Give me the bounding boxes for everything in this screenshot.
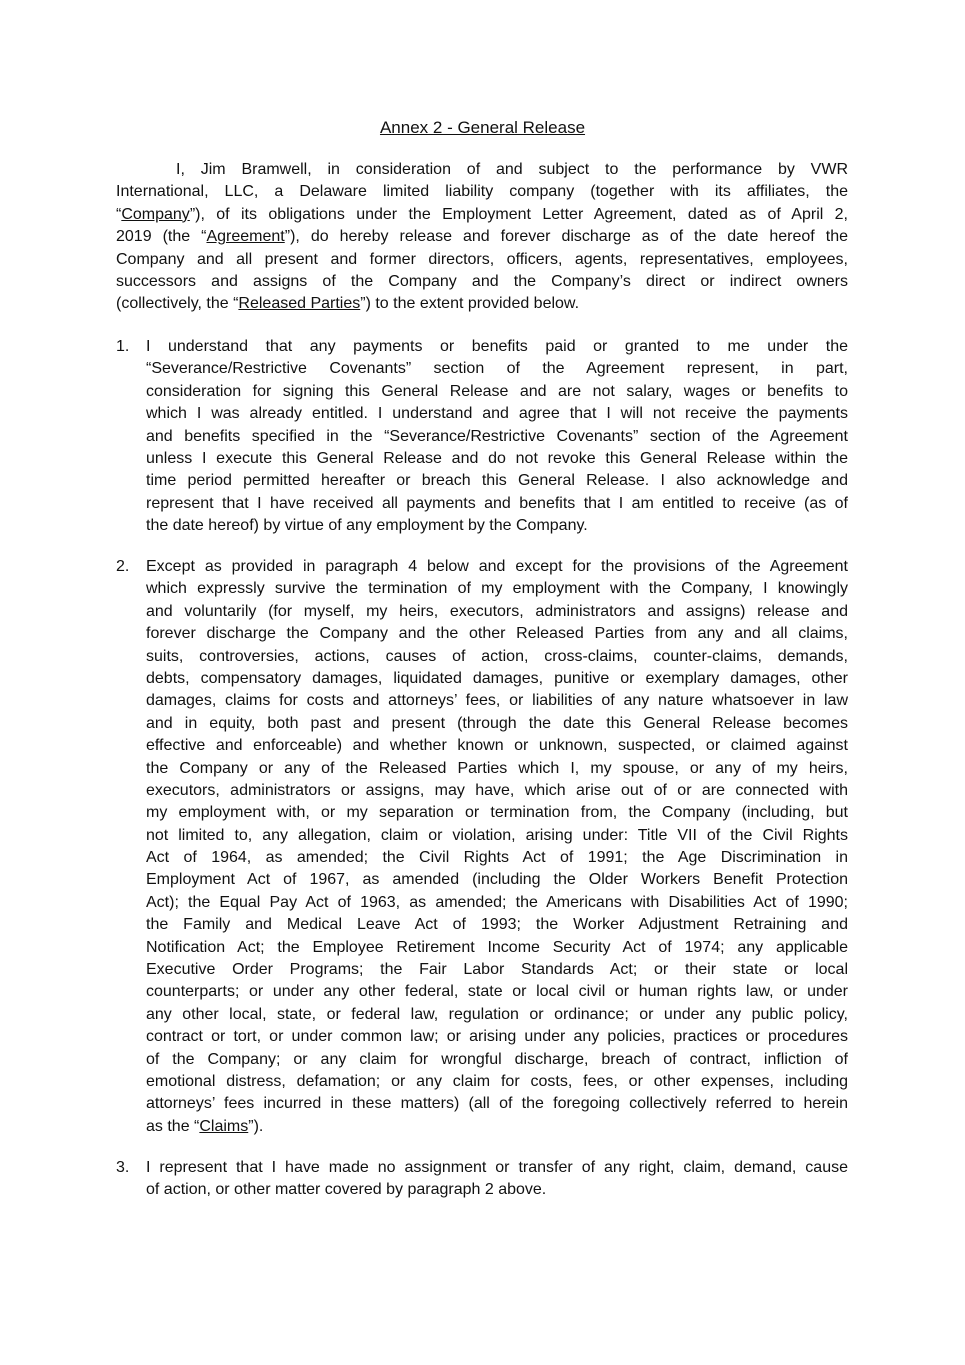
text-line: forever discharge the Company and the other Released Parties from any and all claims, bbox=[146, 625, 848, 643]
text-line: counterparts; or under any other federal, state or local civil or human rights law, or under bbox=[146, 983, 848, 1001]
text-line: the Family and Medical Leave Act of 1993; the Worker Adjustment Retraining and bbox=[146, 916, 848, 934]
text-line: suits, controversies, actions, causes of action, cross-claims, counter-claims, demands, bbox=[146, 647, 848, 665]
text-line: successors and assigns of the Company and the Company’s direct or indirect owners bbox=[116, 272, 848, 290]
text-line: of action, or other matter covered by paragraph 2 above. bbox=[146, 1181, 547, 1199]
text-line: I represent that I have made no assignment or transfer of any right, claim, demand, cause bbox=[146, 1159, 848, 1176]
text-line: consideration for signing this General Release and are not salary, wages or benefits to bbox=[146, 382, 848, 400]
text-line: not limited to, any allegation, claim or violation, arising under: Title VII of the Civil Rights bbox=[146, 826, 848, 844]
text-line: the date hereof) by virtue of any employment by the Company. bbox=[146, 517, 588, 535]
text-segment: ”), of its obligations under the Employment Letter Agreement, dated as of April 2, bbox=[189, 205, 848, 223]
text-line: Employment Act of 1967, as amended (including the Older Workers Benefit Protection bbox=[146, 871, 848, 889]
text-segment: ”) to the extent provided below. bbox=[360, 295, 580, 313]
text-segment: ”), do hereby release and forever discharge as of the date hereof the bbox=[284, 228, 848, 246]
paragraph-number: 1. bbox=[116, 338, 130, 355]
text-segment: 2019 (the “ bbox=[116, 228, 207, 246]
text-line: any other local, state, or federal law, regulation or ordinance; or under any public policy, bbox=[146, 1005, 848, 1023]
document-title: Annex 2 - General Release bbox=[379, 118, 586, 137]
text-line: my employment with, or my separation or termination from, the Company (including, but bbox=[146, 804, 848, 822]
paragraph-number: 2. bbox=[116, 558, 130, 575]
text-segment: (collectively, the “ bbox=[116, 295, 239, 313]
text-line: Notification Act; the Employee Retirement Income Security Act of 1974; any applicable bbox=[146, 938, 848, 956]
paragraph-number: 3. bbox=[116, 1159, 130, 1176]
text-line: attorneys’ fees incurred in these matters) (all of the foregoing collectively referred to herein bbox=[146, 1095, 848, 1113]
text-line: Except as provided in paragraph 4 below and except for the provisions of the Agreement bbox=[146, 558, 848, 575]
text-line: contract or tort, or under common law; or arising under any policies, practices or procedures bbox=[146, 1028, 848, 1046]
numbered-paragraph bbox=[146, 556, 848, 1138]
text-line: time period permitted hereafter or breach this General Release. I also acknowledge and bbox=[146, 472, 848, 490]
text-line: and in equity, both past and present (through the date this General Release becomes bbox=[146, 714, 848, 732]
text-line: and benefits specified in the “Severance/Restrictive Covenants” section of the Agreement bbox=[146, 427, 848, 445]
text-line: which expressly survive the termination of my employment with the Company, I knowingly bbox=[146, 580, 848, 598]
text-line: I understand that any payments or benefits paid or granted to me under the bbox=[146, 338, 848, 355]
text-line: “Severance/Restrictive Covenants” section of the Agreement represent, in part, bbox=[146, 360, 848, 378]
text-line bbox=[116, 204, 848, 226]
text-line: debts, compensatory damages, liquidated damages, punitive or exemplary damages, other bbox=[146, 669, 848, 687]
text-line: and voluntarily (for myself, my heirs, executors, administrators and assigns) release and bbox=[146, 602, 848, 620]
text-line: which I was already entitled. I understand and agree that I will not receive the payments bbox=[146, 405, 848, 423]
text-line: International, LLC, a Delaware limited liability company (together with its affiliates, the bbox=[116, 183, 848, 201]
numbered-paragraph bbox=[146, 336, 848, 538]
text-line bbox=[146, 1116, 848, 1138]
text-line bbox=[116, 293, 848, 315]
text-line: I, Jim Bramwell, in consideration of and subject to the performance by VWR bbox=[176, 161, 848, 178]
intro-paragraph bbox=[116, 159, 848, 316]
defined-term: Agreement bbox=[206, 228, 285, 246]
text-line: executors, administrators or assigns, may have, which arise out of or are connected with bbox=[146, 781, 848, 799]
text-line: Act of 1964, as amended; the Civil Rights Act of 1991; the Age Discrimination in bbox=[146, 849, 848, 867]
text-segment: as the “ bbox=[146, 1117, 200, 1135]
defined-term: Released Parties bbox=[238, 295, 361, 313]
defined-term: Claims bbox=[199, 1117, 249, 1135]
text-line: Act); the Equal Pay Act of 1963, as amended; the Americans with Disabilities Act of 1990; bbox=[146, 893, 848, 911]
text-line: represent that I have received all payments and benefits that I am entitled to receive (as of bbox=[146, 494, 848, 512]
defined-term: Company bbox=[121, 205, 190, 223]
text-line bbox=[116, 226, 848, 248]
text-line: Executive Order Programs; the Fair Labor Standards Act; or their state or local bbox=[146, 961, 848, 979]
text-segment: “ bbox=[116, 205, 122, 223]
text-line: Company and all present and former directors, officers, agents, representatives, employees, bbox=[116, 250, 848, 268]
text-line: the Company or any of the Released Parties which I, my spouse, or any of my heirs, bbox=[146, 759, 848, 777]
text-segment: ”). bbox=[248, 1117, 264, 1135]
text-line: unless I execute this General Release and do not revoke this General Release within the bbox=[146, 449, 848, 467]
text-line: of the Company; or any claim for wrongful discharge, breach of contract, infliction of bbox=[146, 1050, 848, 1068]
text-line: emotional distress, defamation; or any claim for costs, fees, or other expenses, including bbox=[146, 1072, 848, 1090]
text-line: damages, claims for costs and attorneys’ fees, or liabilities of any nature whatsoever in law bbox=[146, 692, 848, 710]
numbered-paragraph bbox=[146, 1157, 848, 1202]
text-line: effective and enforceable) and whether known or unknown, suspected, or claimed against bbox=[146, 737, 848, 755]
